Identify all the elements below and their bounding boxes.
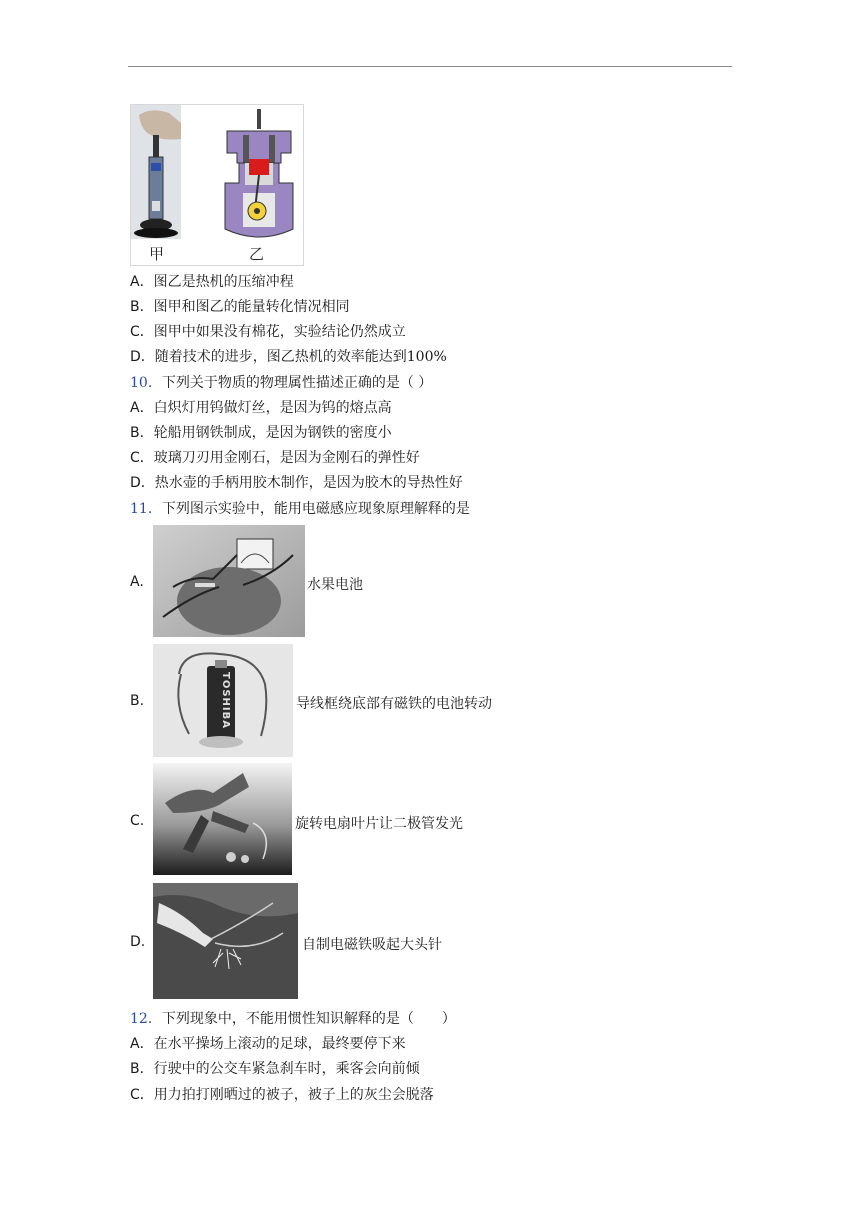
q10-option-b: B．轮船用钢铁制成，是因为钢铁的密度小 — [130, 425, 392, 441]
q11-option-d-letter: D. — [130, 934, 146, 950]
photo-fan-led — [153, 763, 292, 875]
figure-label-yi: 乙 — [249, 245, 265, 263]
q10-option-a: A．白炽灯用钨做灯丝，是因为钨的熔点高 — [130, 400, 392, 416]
q11-option-b-letter: B. — [130, 693, 145, 709]
q9-option-b: B．图甲和图乙的能量转化情况相同 — [130, 299, 350, 315]
q12-option-b: B．行驶中的公交车紧急刹车时，乘客会向前倾 — [130, 1061, 420, 1077]
q12-stem: 12．下列现象中，不能用惯性知识解释的是（ ） — [130, 1011, 456, 1027]
photo-electromagnet-pins — [153, 883, 298, 999]
q12-option-c: C．用力拍打刚晒过的被子，被子上的灰尘会脱落 — [130, 1087, 434, 1103]
q11-option-a-letter: A. — [130, 574, 144, 590]
q9-option-d: D．随着技术的进步，图乙热机的效率能达到100% — [130, 349, 447, 365]
photo-battery-wire-frame — [153, 644, 293, 757]
q11-stem: 11．下列图示实验中，能用电磁感应现象原理解释的是 — [130, 501, 470, 517]
q11-option-a-text: 水果电池 — [307, 577, 363, 593]
q10-option-d: D．热水壶的手柄用胶木制作，是因为胶木的导热性好 — [130, 475, 463, 491]
q11-option-c-text: 旋转电扇叶片让二极管发光 — [295, 816, 463, 832]
q11-option-b-text: 导线框绕底部有磁铁的电池转动 — [296, 696, 492, 712]
q9-option-a: A．图乙是热机的压缩冲程 — [130, 274, 294, 290]
figure-pump-engine-drawing — [131, 105, 303, 265]
q9-option-c: C．图甲中如果没有棉花，实验结论仍然成立 — [130, 324, 406, 340]
q10-option-c: C．玻璃刀刃用金刚石，是因为金刚石的弹性好 — [130, 450, 420, 466]
q11-option-c-letter: C. — [130, 813, 145, 829]
q10-stem: 10．下列关于物质的物理属性描述正确的是（ ） — [130, 375, 433, 391]
figure-label-jia: 甲 — [149, 245, 165, 263]
figure-pump-engine — [130, 104, 304, 266]
header-rule — [128, 66, 732, 67]
battery-brand-label: TOSHIBA — [220, 672, 231, 729]
q12-option-a: A．在水平操场上滚动的足球，最终要停下来 — [130, 1036, 406, 1052]
q11-option-d-text: 自制电磁铁吸起大头针 — [302, 937, 442, 953]
photo-fruit-battery — [153, 525, 305, 637]
